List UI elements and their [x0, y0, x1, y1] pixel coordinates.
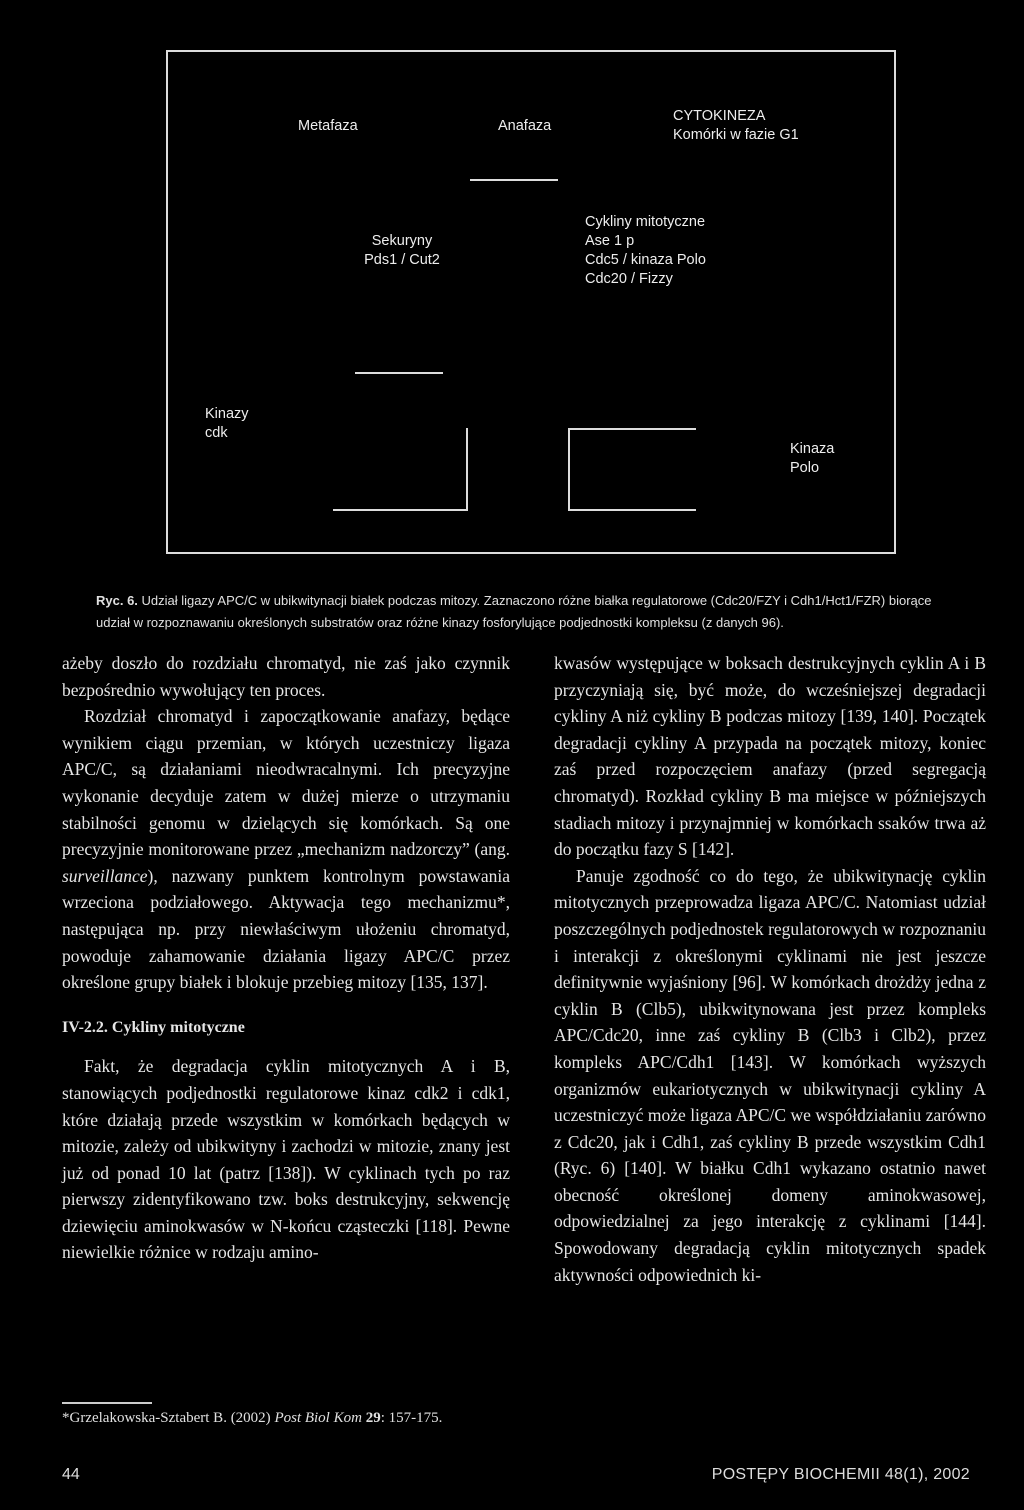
- label-cdk-kinases-1: Kinazy: [205, 406, 249, 422]
- label-mitotic-cyclins: Cykliny mitotyczne: [585, 214, 706, 230]
- label-cytokinesis: CYTOKINEZA: [673, 108, 766, 124]
- paragraph: kwasów występujące w boksach destrukcyjnych cyklin A i B przyczyniają się, być może, do wcześniejszej degradacji cykliny A niż cykliny B podczas mitozy [139, 140]. Początek degradacji cykliny A przypada na początek mitozy, koniec zaś przed rozpoczęciem anafazy (przed segregacją chromatyd). Rozkład cykliny B ma miejsce w późniejszych stadiach mitozy i przynajmniej w komórkach ssaków trwa aż do początku fazy S [142].: [554, 653, 986, 860]
- label-polo-kinase-2: Polo: [790, 460, 820, 476]
- label-cdc5-polo: Cdc5 / kinaza Polo: [585, 252, 706, 268]
- section-heading: IV-2.2. Cykliny mitotyczne: [62, 1018, 245, 1036]
- label-polo-kinase-1: Kinaza: [790, 441, 835, 457]
- label-cdc20-fizzy: Cdc20 / Fizzy: [585, 271, 673, 287]
- label-cdk-kinases-2: cdk: [205, 425, 228, 441]
- label-pds1-cut2: Pds1 / Cut2: [364, 252, 440, 268]
- paragraph: Rozdział chromatyd i zapoczątkowanie anafazy, będące wynikiem ciągu przemian, w których uczestniczy ligaza APC/C, są działaniami nieodwracalnymi. Ich precyzyjne wykonanie decyduje zatem w dużej mierze o utrzymaniu stabilności genomu w dzielących się komórkach. Są one precyzyjnie monitorowane przez „mechanizm nadzorczy” (ang. surveillance), nazwany punktem kontrolnym powstawania wrzeciona podziałowego. Aktywacja tego mechanizmu*, następująca np. przy niewłaściwym ułożeniu chromatyd, powoduje zahamowanie działania ligazy APC/C przez określone grupy białek i blokuje przebieg mitozy [135, 137].: [62, 706, 510, 993]
- text-column-left: [62, 650, 510, 1266]
- journal-name: POSTĘPY BIOCHEMII 48(1), 2002: [711, 1466, 970, 1483]
- paragraph: Fakt, że degradacja cyklin mitotycznych A i B, stanowiących podjednostki regulatorowe kinaz cdk2 i cdk1, które działają przede wszystkim w komórkach będących w mitozie, zależy od ubikwityny i zachodzi w mitozie, znany jest już od ponad 10 lat (patrz [138]). W cyklinach tych po raz pierwszy zidentyfikowano tzw. boks destrukcyjny, sekwencję dziewięciu aminokwasów w N-końcu cząsteczki [118]. Pewne niewielkie różnice w rodzaju amino-: [62, 1056, 510, 1263]
- paragraph: Panuje zgodność co do tego, że ubikwitynację cyklin mitotycznych przeprowadza ligaza APC/C. Natomiast udział poszczególnych podjednostek regulatorowych w rozpoznaniu i interakcji z określonymi cyklinami nie jest jeszcze definitywnie wyjaśniony [96]. W komórkach drożdży jedna z cyklin B (Clb5), ubikwitynowana jest przez kompleks APC/Cdc20, inne zaś cykliny B (Clb3 i Clb2), przez kompleks APC/Cdh1 [143]. W komórkach wyższych organizmów eukariotycznych w ubikwitynacji cykliny A uczestniczyć może ligaza APC/C we współdziałaniu zarówno z Cdc20, jak i Cdh1, zaś cykliny B przede wszystkim Cdh1 (Ryc. 6) [140]. W białku Cdh1 wykazano ostatnio nawet obecność określonej domeny aminokwasowej, odpowiedzialnej za jego interakcję z cyklinami [144]. Spowodowany degradacją cyklin mitotycznych spadek aktywności odpowiednich ki-: [554, 865, 986, 1285]
- label-g1-cells: Komórki w fazie G1: [673, 127, 799, 143]
- caption-label: Ryc. 6.: [96, 593, 138, 608]
- footnote: *Grzelakowska-Sztabert B. (2002) Post Biol Kom 29: 157-175.: [62, 1410, 443, 1426]
- page-number: 44: [62, 1466, 80, 1483]
- label-securins: Sekuryny: [371, 233, 433, 249]
- figure-caption: [96, 590, 936, 634]
- text-column-right: [554, 650, 986, 1288]
- label-metaphase: Metafaza: [298, 118, 358, 134]
- bracket-right-bottom: [568, 509, 696, 511]
- paragraph: ażeby doszło do rozdziału chromatyd, nie zaś jako czynnik bezpośrednio wywołujący ten proces.: [62, 653, 510, 700]
- caption-text: Udział ligazy APC/C w ubikwitynacji białek podczas mitozy. Zaznaczono różne białka regulatorowe (Cdc20/FZY i Cdh1/Hct1/FZR) biorące udział w rozpoznawaniu określonych substratów oraz różne kinazy fosforylujące podjednostki kompleksu (z danych 96).: [96, 593, 932, 630]
- bracket-right-vertical: [568, 428, 570, 510]
- label-ase1p: Ase 1 p: [585, 233, 635, 249]
- arrow-line-top: [470, 179, 558, 181]
- bracket-right-top: [568, 428, 696, 430]
- footnote-rule: [62, 1402, 152, 1404]
- bracket-left-vertical: [466, 428, 468, 510]
- bracket-left-bottom: [333, 509, 468, 511]
- label-anaphase: Anafaza: [498, 118, 552, 134]
- separator-line: [355, 372, 443, 374]
